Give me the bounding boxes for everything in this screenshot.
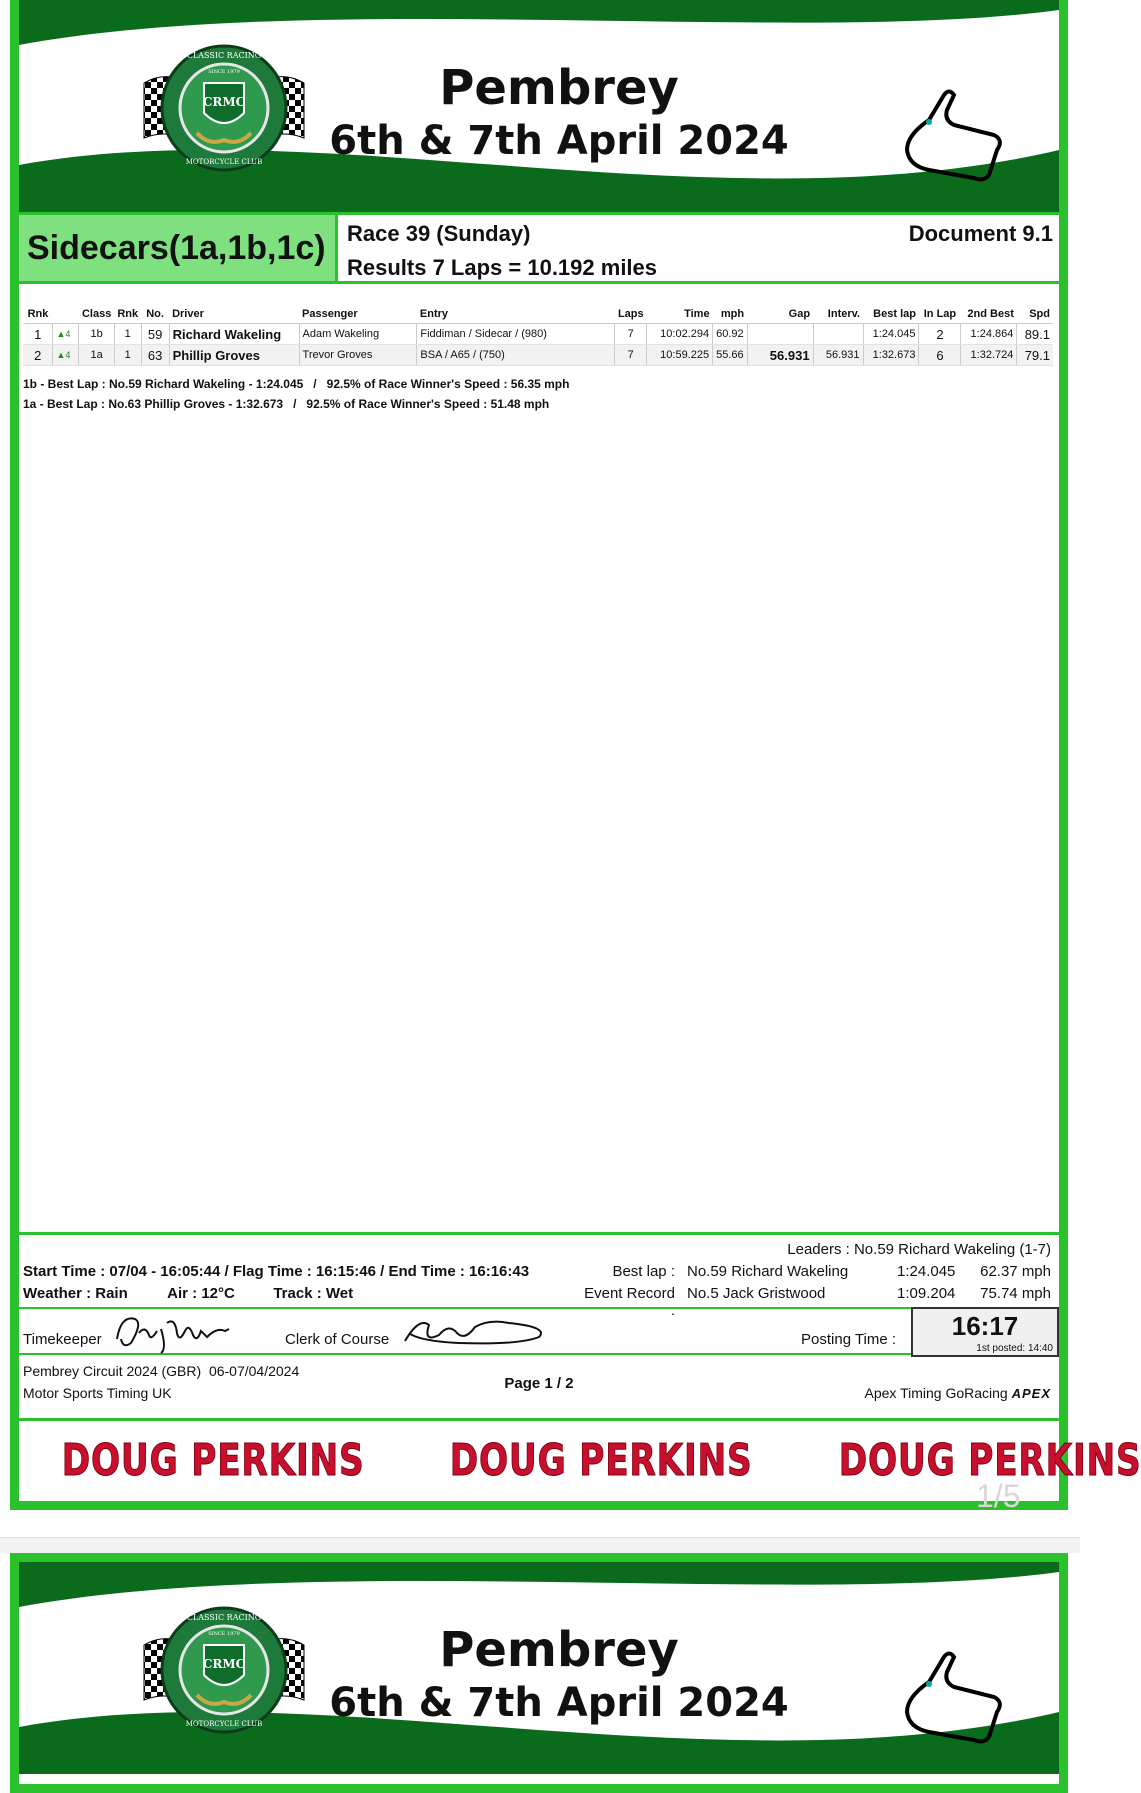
- cell-best-lap: 1:24.045: [863, 324, 919, 345]
- cell-no: 59: [141, 324, 169, 345]
- cell-driver: Richard Wakeling: [169, 324, 299, 345]
- cell-class-rnk: 1: [114, 324, 141, 345]
- page-number: Page 1 / 2: [504, 1375, 574, 1392]
- col-in-lap: In Lap: [919, 305, 961, 324]
- col-time: Time: [647, 305, 713, 324]
- col-passenger: Passenger: [299, 305, 417, 324]
- apex-logo: APEX: [1011, 1386, 1051, 1401]
- col-no: No.: [141, 305, 169, 324]
- results-header-row: [23, 305, 1053, 324]
- cell-driver: Phillip Groves: [169, 345, 299, 366]
- race-title: Race 39 (Sunday): [347, 221, 531, 246]
- cell-rnk: 2: [23, 345, 53, 366]
- posting-time-label: Posting Time :: [801, 1331, 897, 1348]
- cell-time: 10:59.225: [647, 345, 713, 366]
- event-title: Pembrey: [439, 60, 679, 116]
- posting-time: 16:17: [951, 1311, 1019, 1341]
- cell-rnk: 1: [23, 324, 53, 345]
- cell-mph: 60.92: [713, 324, 748, 345]
- sponsor-logo: DOUG PERKINS: [449, 1435, 753, 1486]
- track-map-icon: [899, 80, 1019, 190]
- cell-spd: 89.1: [1017, 324, 1053, 345]
- logo-since: SINCE 1979: [208, 1631, 240, 1637]
- logo-ring-top: CLASSIC RACING: [186, 1613, 262, 1622]
- start-time-line: Start Time : 07/04 - 16:05:44 / Flag Time : 16:15:46 / End Time : 16:16:43: [23, 1263, 530, 1280]
- sponsor-banner: [19, 1418, 1141, 1500]
- cell-class: 1b: [79, 324, 114, 345]
- results-table: [23, 305, 1053, 366]
- cell-interv: 56.931: [813, 345, 863, 366]
- best-lap-row: Best lap : No.59 Richard Wakeling 1:24.045 62.37 mph: [612, 1263, 1051, 1280]
- results-page-2: [10, 1553, 1068, 1793]
- cell-best-lap: 1:32.673: [863, 345, 919, 366]
- cell-laps: 7: [615, 345, 647, 366]
- col-class: Class: [79, 305, 114, 324]
- event-record-row: Event Record : No.5 Jack Gristwood 1:09.204 75.74 mph: [584, 1285, 1051, 1319]
- cell-gap: 56.931: [747, 345, 813, 366]
- event-date: 6th & 7th April 2024: [329, 1680, 789, 1726]
- cell-interv: [813, 324, 863, 345]
- col-driver: Driver: [169, 305, 299, 324]
- cell-in-lap: 6: [919, 345, 961, 366]
- results-page-1: [10, 0, 1141, 1510]
- timekeeper-label: Timekeeper: [23, 1331, 102, 1348]
- track-map-icon: [899, 1642, 1019, 1752]
- cell-entry: BSA / A65 / (750): [417, 345, 615, 366]
- table-row: [23, 324, 1053, 345]
- col-laps: Laps: [615, 305, 647, 324]
- col-spd: Spd: [1017, 305, 1053, 324]
- results-footer: [19, 1232, 1059, 1412]
- sponsor-logo: DOUG PERKINS: [61, 1435, 365, 1486]
- col-class-rnk: Rnk: [114, 305, 141, 324]
- cell-in-lap: 2: [919, 324, 961, 345]
- page-counter: 1/5: [976, 1478, 1021, 1514]
- cell-no: 63: [141, 345, 169, 366]
- cell-2nd-best: 1:32.724: [961, 345, 1017, 366]
- logo-ring-bottom: MOTORCYCLE CLUB: [185, 1720, 263, 1728]
- cell-passenger: Trevor Groves: [299, 345, 417, 366]
- document-number: Document 9.1: [908, 221, 1053, 246]
- air-temp: Air : 12°C: [167, 1285, 235, 1302]
- class-name: Sidecars(1a,1b,1c): [19, 215, 338, 281]
- col-2nd-best: 2nd Best: [961, 305, 1017, 324]
- logo-text: CRMC: [202, 1657, 246, 1671]
- logo-ring-bottom: MOTORCYCLE CLUB: [185, 158, 263, 166]
- class-note-1b: 1b - Best Lap : No.59 Richard Wakeling - 1:24.045 / 92.5% of Race Winner's Speed : 56.35 mph: [23, 377, 570, 391]
- position-up-icon: ▲4: [53, 324, 79, 345]
- sponsor-logo: DOUG PERKINS: [838, 1435, 1141, 1486]
- posting-time-box: [911, 1307, 1059, 1357]
- cell-mph: 55.66: [713, 345, 748, 366]
- cell-2nd-best: 1:24.864: [961, 324, 1017, 345]
- clerk-signature: [399, 1313, 559, 1349]
- col-entry: Entry: [417, 305, 615, 324]
- race-results-summary: Results 7 Laps = 10.192 miles: [347, 255, 658, 280]
- col-best-lap: Best lap: [863, 305, 919, 324]
- first-posted: 1st posted: 14:40: [976, 1343, 1053, 1354]
- race-title-bar: [19, 212, 1059, 284]
- signature-row: [19, 1307, 1059, 1355]
- position-up-icon: ▲4: [53, 345, 79, 366]
- leaders-line: Leaders : No.59 Richard Wakeling (1-7): [787, 1241, 1051, 1258]
- timekeeper-signature: [109, 1309, 239, 1353]
- cell-passenger: Adam Wakeling: [299, 324, 417, 345]
- event-banner: [19, 0, 1059, 212]
- cell-laps: 7: [615, 324, 647, 345]
- page-separator: [0, 1537, 1080, 1553]
- weather: Weather : Rain: [23, 1285, 128, 1302]
- col-interv: Interv.: [813, 305, 863, 324]
- logo-text: CRMC: [202, 95, 246, 109]
- cell-time: 10:02.294: [647, 324, 713, 345]
- apex-credit: Apex Timing GoRacing APEX: [864, 1385, 1051, 1401]
- col-gap: Gap: [747, 305, 813, 324]
- cell-spd: 79.1: [1017, 345, 1053, 366]
- event-banner: [19, 1562, 1059, 1774]
- event-title: Pembrey: [439, 1622, 679, 1678]
- table-row: [23, 345, 1053, 366]
- cell-class: 1a: [79, 345, 114, 366]
- logo-ring-top: CLASSIC RACING: [186, 51, 262, 60]
- logo-since: SINCE 1979: [208, 69, 240, 75]
- timing-provider: Motor Sports Timing UK: [23, 1385, 172, 1401]
- cell-gap: [747, 324, 813, 345]
- clerk-label: Clerk of Course: [285, 1331, 390, 1348]
- cell-class-rnk: 1: [114, 345, 141, 366]
- class-note-1a: 1a - Best Lap : No.63 Phillip Groves - 1:32.673 / 92.5% of Race Winner's Speed : 51.48 mph: [23, 397, 550, 411]
- circuit-info: Pembrey Circuit 2024 (GBR) 06-07/04/2024: [23, 1363, 300, 1379]
- event-date: 6th & 7th April 2024: [329, 118, 789, 164]
- col-mph: mph: [713, 305, 748, 324]
- class-notes: [23, 374, 569, 414]
- cell-entry: Fiddiman / Sidecar / (980): [417, 324, 615, 345]
- conditions-line: [23, 1285, 353, 1302]
- track-condition: Track : Wet: [273, 1285, 354, 1302]
- col-rnk: Rnk: [23, 305, 53, 324]
